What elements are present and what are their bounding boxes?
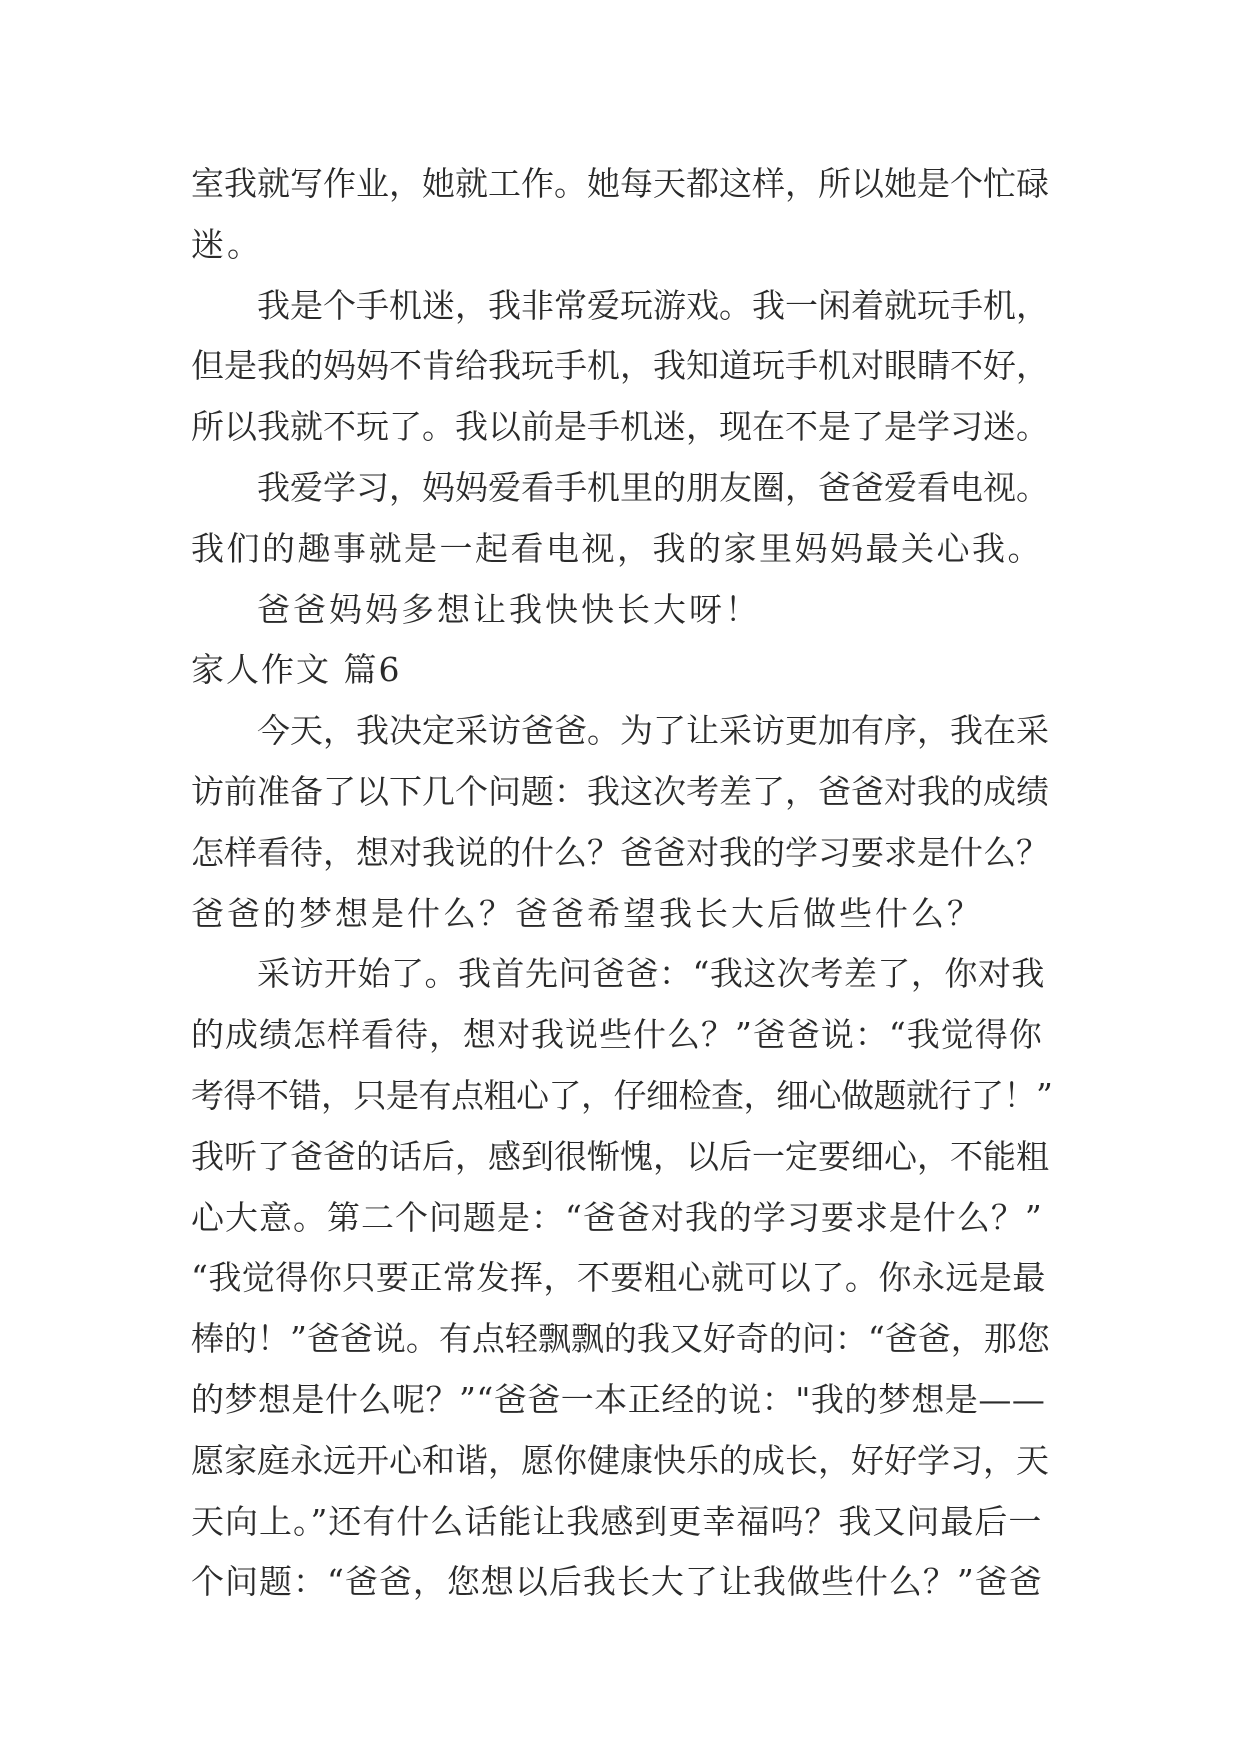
paragraph-start-line: 爸爸妈妈多想让我快快长大呀！ bbox=[257, 589, 761, 629]
section-heading: 家人作文 篇6 bbox=[191, 650, 402, 690]
text-line: 愿家庭永远开心和谐，愿你健康快乐的成长，好好学习，天 bbox=[191, 1440, 1049, 1480]
text-line: 所以我就不玩了。我以前是手机迷，现在不是了是学习迷。 bbox=[191, 407, 1049, 447]
text-line: 但是我的妈妈不肯给我玩手机，我知道玩手机对眼睛不好， bbox=[191, 346, 1049, 386]
text-line: 天向上。”还有什么话能让我感到更幸福吗？我又问最后一 bbox=[191, 1501, 1043, 1541]
text-line: 爸爸的梦想是什么？爸爸希望我长大后做些什么？ bbox=[191, 893, 983, 933]
text-line: 的成绩怎样看待，想对我说些什么？”爸爸说：“我觉得你 bbox=[191, 1015, 1043, 1055]
paragraph-start-line: 我爱学习，妈妈爱看手机里的朋友圈，爸爸爱看电视。 bbox=[257, 467, 1049, 507]
text-line: 考得不错，只是有点粗心了，仔细检查，细心做题就行了！” bbox=[191, 1075, 1053, 1115]
text-line: 我听了爸爸的话后，感到很惭愧，以后一定要细心，不能粗 bbox=[191, 1136, 1049, 1176]
text-line: “我觉得你只要正常发挥，不要粗心就可以了。你永远是最 bbox=[191, 1258, 1046, 1298]
paragraph-start-line: 今天，我决定采访爸爸。为了让采访更加有序，我在采 bbox=[257, 711, 1049, 751]
document-body bbox=[191, 154, 1051, 1613]
text-line: 我们的趣事就是一起看电视，我的家里妈妈最关心我。 bbox=[191, 528, 1043, 568]
text-line: 访前准备了以下几个问题：我这次考差了，爸爸对我的成绩 bbox=[191, 771, 1049, 811]
paragraph-start-line: 采访开始了。我首先问爸爸：“我这次考差了，你对我 bbox=[257, 954, 1045, 994]
text-line: 棒的！”爸爸说。有点轻飘飘的我又好奇的问：“爸爸，那您 bbox=[191, 1319, 1050, 1359]
text-line: 怎样看待，想对我说的什么？爸爸对我的学习要求是什么？ bbox=[191, 832, 1049, 872]
paragraph-start-line: 我是个手机迷，我非常爱玩游戏。我一闲着就玩手机， bbox=[257, 285, 1049, 325]
text-line: 的梦想是什么呢？”“爸爸一本正经的说："我的梦想是—— bbox=[191, 1379, 1046, 1419]
text-line: 室我就写作业，她就工作。她每天都这样，所以她是个忙碌 bbox=[191, 164, 1049, 203]
text-line: 个问题：“爸爸，您想以后我长大了让我做些什么？”爸爸 bbox=[191, 1562, 1043, 1602]
text-line: 心大意。第二个问题是：“爸爸对我的学习要求是什么？” bbox=[191, 1197, 1043, 1237]
text-line: 迷。 bbox=[191, 224, 263, 264]
